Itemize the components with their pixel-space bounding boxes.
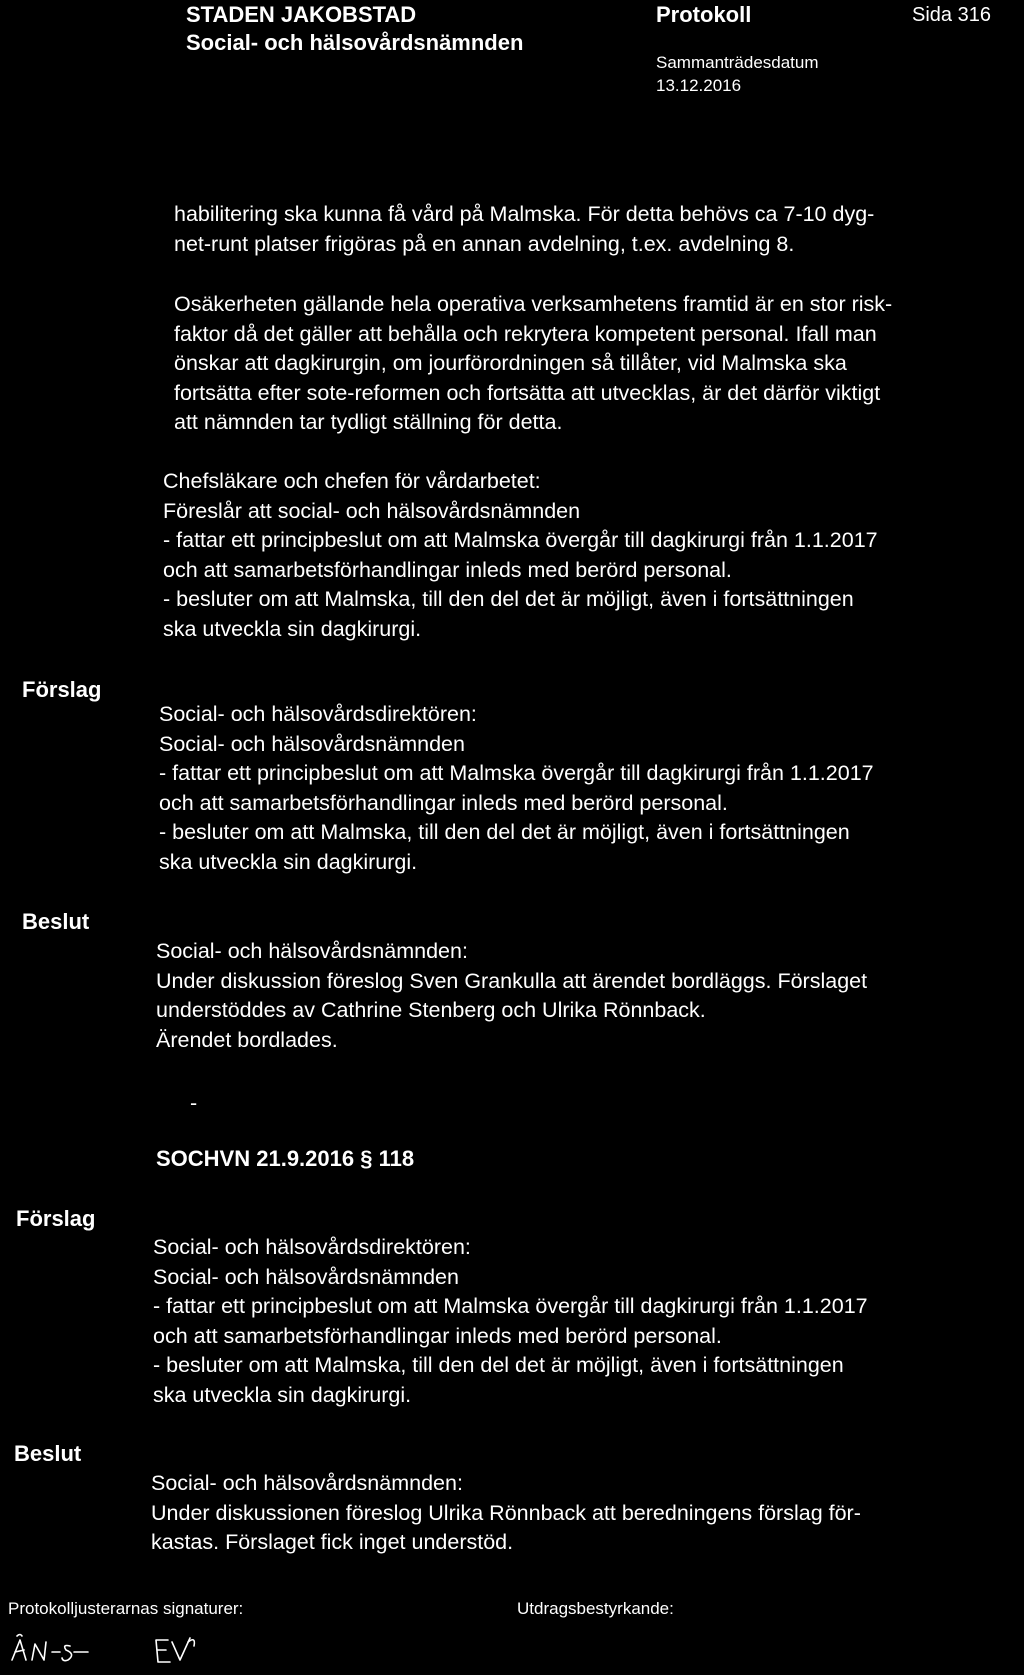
signature-initials-1 xyxy=(8,1630,118,1670)
text-line: - fattar ett principbeslut om att Malmska övergår till dagkirurgi från 1.1.2017 xyxy=(163,528,878,552)
text-line: kastas. Förslaget fick inget understöd. xyxy=(151,1530,514,1554)
extract-label: Utdragsbestyrkande: xyxy=(517,1599,674,1618)
text-line: - besluter om att Malmska, till den del det är möjligt, även i fortsättningen xyxy=(153,1353,844,1377)
text-line: faktor då det gäller att behålla och rekrytera kompetent personal. Ifall man xyxy=(174,321,877,346)
paragraph-habilitering xyxy=(174,200,874,259)
paragraph-namnden-2 xyxy=(151,1469,861,1558)
text-line: Osäkerheten gällande hela operativa verksamhetens framtid är en stor risk- xyxy=(174,292,893,316)
label-forslag: Förslag xyxy=(22,677,102,702)
text-line: ska utveckla sin dagkirurgi. xyxy=(159,849,418,874)
text-line: - fattar ett principbeslut om att Malmska övergår till dagkirurgi från 1.1.2017 xyxy=(153,1294,868,1318)
paragraph-direktoren-2 xyxy=(153,1233,868,1410)
text-line: Social- och hälsovårdsnämnden xyxy=(153,1264,459,1289)
text-line: ska utveckla sin dagkirurgi. xyxy=(163,616,422,641)
section-reference: SOCHVN 21.9.2016 § 118 xyxy=(156,1146,415,1171)
label-forslag: Förslag xyxy=(16,1206,96,1231)
separator-dash: - xyxy=(190,1091,198,1115)
paragraph-risk xyxy=(174,290,892,438)
label-beslut: Beslut xyxy=(14,1441,82,1466)
text-line: Social- och hälsovårdsnämnden: xyxy=(151,1471,463,1495)
label-beslut: Beslut xyxy=(22,909,90,934)
text-line: Social- och hälsovårdsdirektören: xyxy=(159,702,477,726)
text-line: att nämnden tar tydligt ställning för detta. xyxy=(174,410,563,434)
signatures-label: Protokolljusterarnas signaturer: xyxy=(8,1599,244,1618)
text-line: önskar att dagkirurgin, om jourförordningen så tillåter, vid Malmska ska xyxy=(174,351,847,375)
text-line: Föreslår att social- och hälsovårdsnämnden xyxy=(163,498,581,523)
text-line: och att samarbetsförhandlingar inleds med berörd personal. xyxy=(159,790,728,815)
doc-type: Protokoll xyxy=(656,2,752,27)
text-line: Social- och hälsovårdsnämnden xyxy=(159,731,465,756)
meeting-date-label: Sammanträdesdatum xyxy=(656,53,819,72)
text-line: och att samarbetsförhandlingar inleds med berörd personal. xyxy=(153,1323,722,1348)
paragraph-namnden-1 xyxy=(156,937,867,1055)
text-line: - besluter om att Malmska, till den del det är möjligt, även i fortsättningen xyxy=(163,587,854,611)
text-line: habilitering ska kunna få vård på Malmska. För detta behövs ca 7-10 dyg- xyxy=(174,202,875,226)
text-line: Chefsläkare och chefen för vårdarbetet: xyxy=(163,469,541,493)
text-line: - fattar ett principbeslut om att Malmska övergår till dagkirurgi från 1.1.2017 xyxy=(159,761,874,785)
text-line: net-runt platser frigöras på en annan avdelning, t.ex. avdelning 8. xyxy=(174,231,795,256)
paragraph-direktoren-1 xyxy=(159,700,874,877)
page-number: Sida 316 xyxy=(912,4,991,26)
committee-name: Social- och hälsovårdsnämnden xyxy=(186,30,524,55)
meeting-date: 13.12.2016 xyxy=(656,76,742,95)
signature-initials-2 xyxy=(150,1630,210,1670)
org-name: STADEN JAKOBSTAD xyxy=(186,2,417,27)
text-line: och att samarbetsförhandlingar inleds med berörd personal. xyxy=(163,557,732,582)
text-line: fortsätta efter sote-reformen och fortsätta att utvecklas, är det därför viktigt xyxy=(174,380,881,405)
text-line: Ärendet bordlades. xyxy=(156,1027,338,1052)
text-line: Social- och hälsovårdsnämnden: xyxy=(156,939,468,963)
text-line: understöddes av Cathrine Stenberg och Ulrika Rönnback. xyxy=(156,998,706,1022)
text-line: ska utveckla sin dagkirurgi. xyxy=(153,1382,412,1407)
paragraph-chefslakare xyxy=(163,467,878,644)
text-line: - besluter om att Malmska, till den del det är möjligt, även i fortsättningen xyxy=(159,820,850,844)
text-line: Under diskussion föreslog Sven Grankulla att ärendet bordläggs. Förslaget xyxy=(156,968,868,993)
text-line: Under diskussionen föreslog Ulrika Rönnback att beredningens förslag för- xyxy=(151,1500,861,1525)
text-line: Social- och hälsovårdsdirektören: xyxy=(153,1235,471,1259)
